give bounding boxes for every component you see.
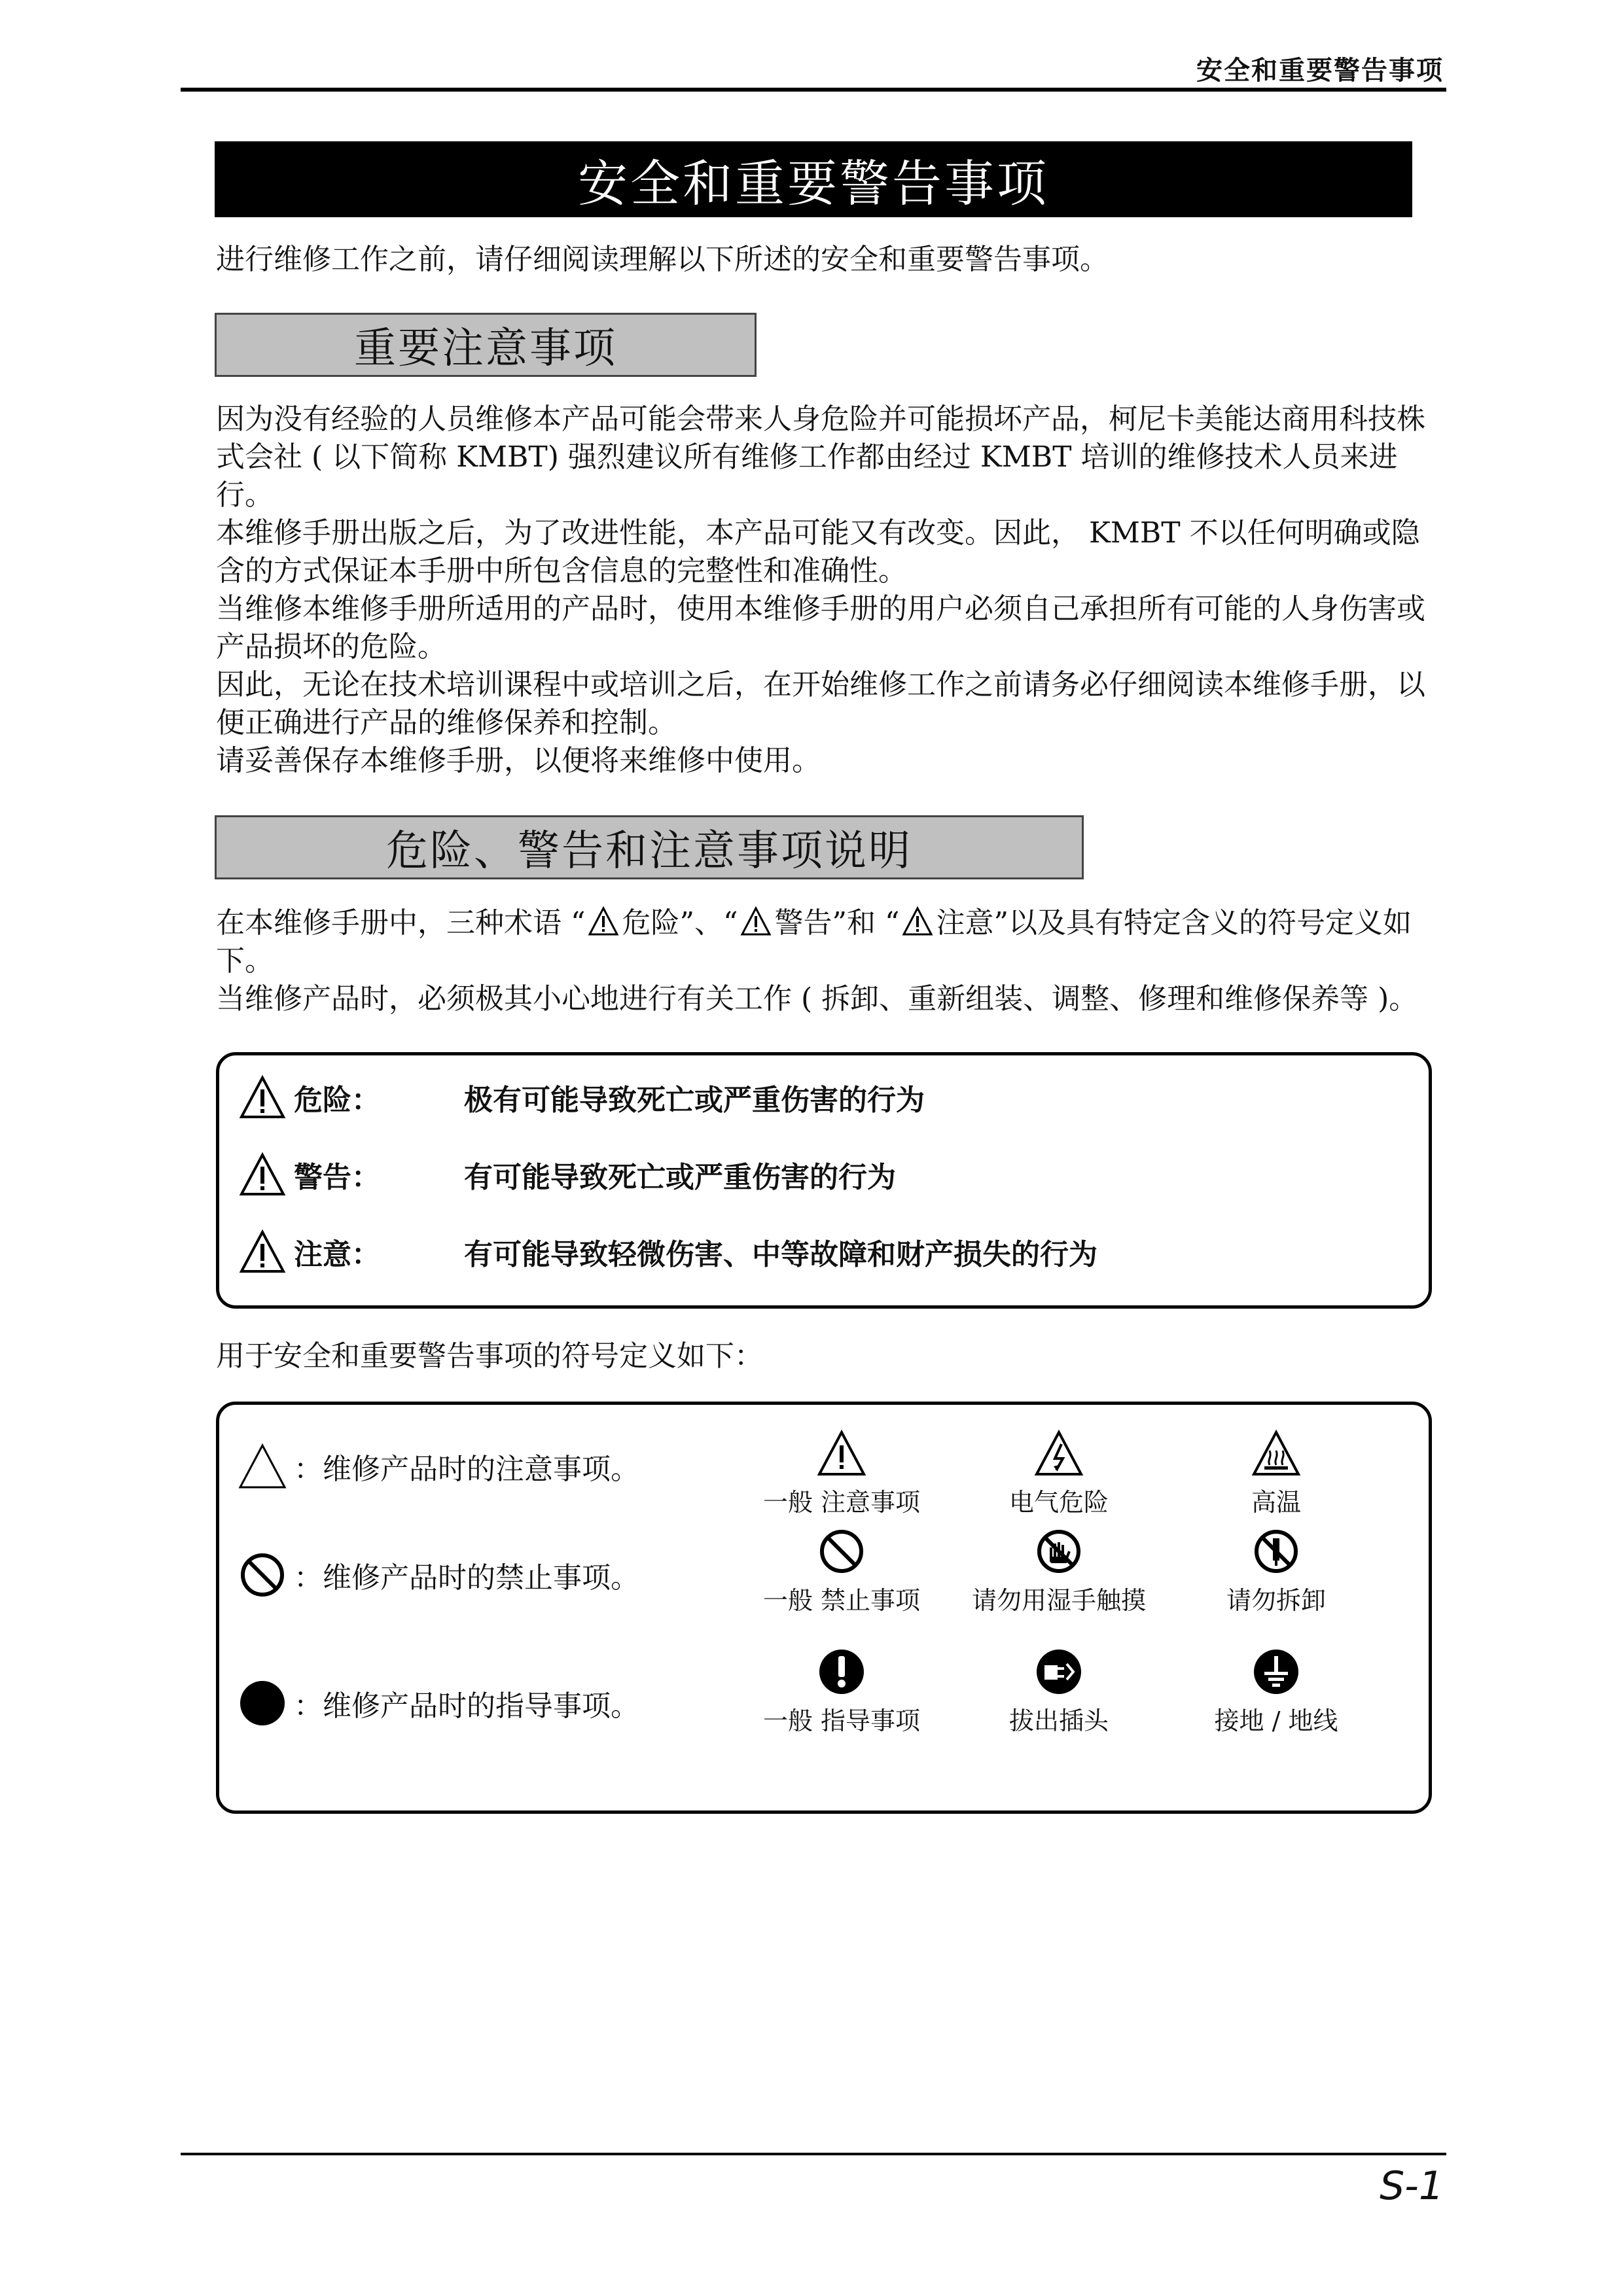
symbol-label: 高温 [1251, 1488, 1301, 1517]
symbol-high-temperature [1168, 1428, 1384, 1518]
intro-text: 进行维修工作之前，请仔细阅读理解以下所述的安全和重要警告事项。 [216, 243, 1109, 276]
section1-paragraph: 因此，无论在技术培训课程中或培训之后，在开始维修工作之前请务必仔细阅读本维修手册，以便正确进行产品的维修保养和控制。 [216, 668, 1425, 739]
page-title: 安全和重要警告事项 [215, 141, 1412, 217]
symbol-row-caution [238, 1441, 639, 1491]
footer-rule [181, 2153, 1446, 2155]
section1-paragraph: 因为没有经验的人员维修本产品可能会带来人身危险并可能损坏产品，柯尼卡美能达商用科技株式会社 ( 以下简称 KMBT) 强烈建议所有维修工作都由经过 KMBT 培训的维修技术人员来进行。 [216, 402, 1425, 512]
definitions-box [216, 1052, 1432, 1309]
warning-triangle-icon [740, 906, 772, 936]
warning-triangle-icon [239, 1075, 286, 1120]
filled-circle-icon [238, 1678, 287, 1728]
term-danger: 危险 [622, 906, 680, 940]
no-disassembly-icon [1251, 1527, 1301, 1576]
definition-desc: 有可能导致死亡或严重伤害的行为 [464, 1161, 896, 1194]
page-number: S-1 [1380, 2163, 1444, 2209]
symbols-intro: 用于安全和重要警告事项的符号定义如下： [216, 1339, 763, 1373]
symbol-row-label: ：维修产品时的禁止事项。 [294, 1561, 639, 1595]
line1-part-a: 在本维修手册中，三种术语 “ [216, 906, 586, 940]
definition-row-danger [239, 1071, 925, 1123]
no-wet-hands-icon [1034, 1527, 1084, 1576]
symbol-label: 接地 / 地线 [1214, 1706, 1338, 1735]
symbol-row-label: ：维修产品时的指导事项。 [294, 1689, 639, 1723]
section2-line1 [216, 904, 1446, 980]
warning-triangle-icon [902, 906, 933, 936]
definition-term: 警告： [294, 1161, 380, 1194]
symbol-general-prohibition [734, 1527, 950, 1616]
symbol-general-caution [734, 1428, 950, 1518]
general-instruction-icon [817, 1647, 866, 1697]
section2-body [216, 904, 1446, 1018]
running-header: 安全和重要警告事项 [1196, 56, 1444, 86]
section2-line2: 当维修产品时，必须极其小心地进行有关工作 ( 拆卸、重新组装、调整、修理和维修保养等 )。 [216, 982, 1418, 1016]
section1-paragraph: 当维修本维修手册所适用的产品时，使用本维修手册的用户必须自己承担所有可能的人身伤害或产品损坏的危险。 [216, 592, 1425, 663]
definition-term: 注意： [294, 1238, 380, 1271]
section1-paragraph: 本维修手册出版之后，为了改进性能，本产品可能又有改变。因此， KMBT 不以任何明确或隐含的方式保证本手册中所包含信息的完整性和准确性。 [216, 516, 1420, 588]
symbol-ground [1168, 1647, 1384, 1737]
symbol-label: 一般 禁止事项 [762, 1586, 921, 1615]
definition-desc: 极有可能导致死亡或严重伤害的行为 [464, 1084, 925, 1117]
warning-triangle-icon [239, 1152, 286, 1197]
triangle-outline-icon [238, 1441, 287, 1491]
high-temperature-icon [1251, 1428, 1301, 1478]
header-rule [181, 88, 1446, 92]
term-caution: 注意 [936, 906, 994, 940]
line1-part-c: ”和 “ [832, 906, 900, 940]
general-prohibition-icon [817, 1527, 866, 1576]
symbol-label: 一般 指导事项 [762, 1706, 921, 1735]
ground-icon [1251, 1647, 1301, 1697]
line1-part-d: ”以及具有特定含义的符号定义如下。 [216, 906, 1412, 978]
symbol-label: 请勿用湿手触摸 [971, 1586, 1146, 1615]
symbol-electric-hazard [951, 1428, 1167, 1518]
general-caution-icon [817, 1428, 866, 1478]
electric-hazard-icon [1034, 1428, 1084, 1478]
symbol-label: 一般 注意事项 [762, 1488, 921, 1517]
section1-body [216, 400, 1446, 780]
definition-desc: 有可能导致轻微伤害、中等故障和财产损失的行为 [464, 1238, 1097, 1271]
symbol-label: 请勿拆卸 [1226, 1586, 1326, 1615]
term-warning: 警告 [774, 906, 832, 940]
symbol-label: 拔出插头 [1008, 1706, 1109, 1735]
symbol-no-disassembly [1168, 1527, 1384, 1616]
warning-triangle-icon [588, 906, 619, 936]
prohibition-icon [238, 1550, 287, 1600]
symbol-general-instruction [734, 1647, 950, 1737]
definition-term: 危险： [294, 1084, 380, 1117]
section-heading-important: 重要注意事项 [215, 313, 757, 377]
symbol-unplug [951, 1647, 1167, 1737]
symbol-row-label: ：维修产品时的注意事项。 [294, 1453, 639, 1486]
definition-row-caution [239, 1226, 1097, 1278]
symbols-box [216, 1402, 1432, 1814]
unplug-icon [1034, 1647, 1084, 1697]
definition-row-warning [239, 1148, 896, 1201]
warning-triangle-icon [239, 1229, 286, 1274]
symbol-no-wet-hands [951, 1527, 1167, 1616]
line1-part-b: ”、“ [679, 906, 738, 940]
section-heading-explanations: 危险、警告和注意事项说明 [215, 815, 1084, 879]
symbol-row-prohibition [238, 1550, 639, 1600]
section1-paragraph: 请妥善保存本维修手册，以便将来维修中使用。 [216, 744, 821, 777]
symbol-label: 电气危险 [1008, 1488, 1109, 1517]
symbol-row-instruction [238, 1678, 639, 1728]
